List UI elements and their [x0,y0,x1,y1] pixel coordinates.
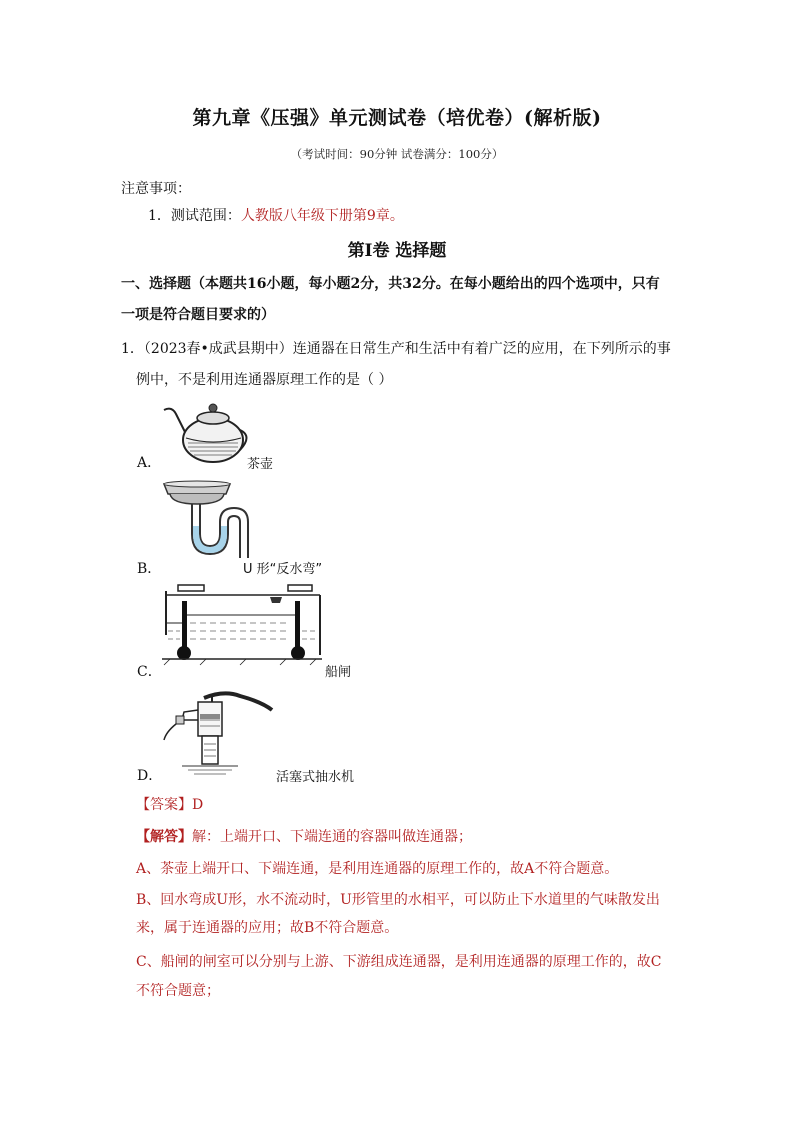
instructions-line-2: 一项是符合题目要求的） [121,307,275,323]
analysis-b-line-1: B、回水弯成U形，水不流动时，U形管里的水相平，可以防止下水道里的气味散发出 [136,892,660,908]
analysis-label: 【解答】 [136,829,192,845]
exam-info: （考试时间：90分钟 试卷满分：100分） [290,147,504,161]
option-d-letter[interactable]: D． [137,768,163,784]
notes-heading: 注意事项： [121,181,191,197]
piston-pump-icon [162,688,277,776]
analysis-b-line-2: 来，属于连通器的应用；故B不符合题意。 [136,920,399,936]
option-a-letter[interactable]: A． [137,455,162,471]
question-number: 1． [121,341,144,357]
analysis-c-line-1: C、船闸的闸室可以分别与上游、下游组成连通器，是利用连通器的原理工作的，故C [136,954,662,970]
question-1-text-1: （2023春•成武县期中）连通器在日常生产和生活中有着广泛的应用，在下列所示的事 [143,341,671,357]
option-b-letter[interactable]: B． [137,561,162,577]
option-c-letter[interactable]: C． [137,664,162,680]
analysis-c-line-2: 不符合题意； [136,983,220,999]
notes-item-1-scope: 人教版八年级下册第9章。 [240,208,404,224]
instructions-line-1: 一、选择题（本题共16小题，每小题2分，共32分。在每小题给出的四个选项中，只有 [121,276,660,292]
option-d-caption: 活塞式抽水机 [276,770,355,785]
question-1-stem-line-2: 例中，不是利用连通器原理工作的是（ ） [136,372,393,388]
notes-item-1-prefix: 1．测试范围： [148,208,241,224]
option-b-caption: U 形“反水弯” [243,562,323,577]
ship-lock-icon [160,583,325,668]
option-c-caption: 船闸 [325,665,352,680]
section-title: 第Ⅰ卷 选择题 [347,241,447,261]
analysis-intro: 解：上端开口、下端连通的容器叫做连通器； [192,829,472,845]
analysis-a: A、茶壶上端开口、下端连通，是利用连通器的原理工作的，故A不符合题意。 [136,861,619,877]
page-title: 第九章《压强》单元测试卷（培优卷）(解析版) [192,107,602,129]
option-a-caption: 茶壶 [247,457,274,472]
question-1-stem-line-1 [121,338,671,358]
u-trap-icon [162,478,252,573]
notes-item-1 [148,205,404,225]
answer-line: 【答案】D [136,797,204,813]
teapot-icon [158,396,248,466]
analysis-intro-line [136,826,472,846]
